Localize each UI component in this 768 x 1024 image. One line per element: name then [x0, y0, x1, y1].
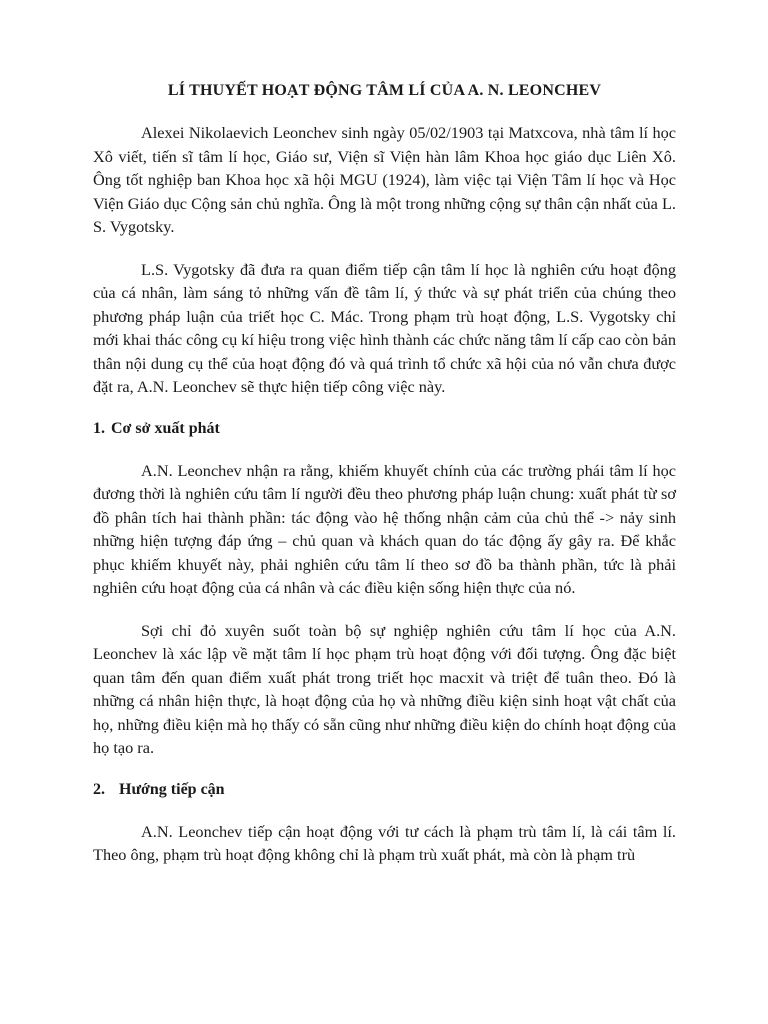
- intro-paragraph-2: L.S. Vygotsky đã đưa ra quan điểm tiếp cận tâm lí học là nghiên cứu hoạt động của cá nhân, làm sáng tỏ những vấn đề tâm lí, ý thức và sự phát triển của chúng theo phương pháp luận của triết học C. Mác. Trong phạm trù hoạt động, L.S. Vygotsky chỉ mới khai thác công cụ kí hiệu trong việc hình thành các chức năng tâm lí cấp cao còn bản thân nội dung cụ thể của hoạt động đó và quá trình tổ chức xã hội của nó vẫn chưa được đặt ra, A.N. Leonchev sẽ thực hiện tiếp công việc này.: [93, 259, 677, 396]
- section-2-title: Hướng tiếp cận: [119, 780, 225, 798]
- section-1-title: Cơ sở xuất phát: [111, 419, 220, 437]
- section-1-number: 1.: [93, 419, 105, 437]
- section-1-paragraph-1: A.N. Leonchev nhận ra rằng, khiếm khuyết chính của các trường phái tâm lí học đương thời là nghiên cứu tâm lí người đều theo phương pháp luận chung: xuất phát từ sơ đồ phân tích hai thành phần: tác động vào hệ thống nhận cảm của chủ thể -> nảy sinh những hiện tượng đáp ứng – chủ quan và khách quan do tác động ấy gây ra. Để khắc phục khiếm khuyết này, phải nghiên cứu tâm lí theo sơ đồ ba thành phần, tức là phải nghiên cứu hoạt động của cá nhân và các điều kiện sống hiện thực của nó.: [93, 460, 676, 597]
- section-2-paragraph-1: A.N. Leonchev tiếp cận hoạt động với tư cách là phạm trù tâm lí, là cái tâm lí. Theo ông, phạm trù hoạt động không chỉ là phạm trù xuất phát, mà còn là phạm trù: [93, 821, 676, 864]
- section-2-heading: [93, 779, 676, 801]
- section-1-paragraph-2: Sợi chỉ đỏ xuyên suốt toàn bộ sự nghiệp nghiên cứu tâm lí học của A.N. Leonchev là xác lập về mặt tâm lí học phạm trù hoạt động với đối tượng. Ông đặc biệt quan tâm đến quan điểm xuất phát trong triết học macxit và triệt để tuân theo. Đó là những cá nhân hiện thực, là hoạt động của họ và những điều kiện sinh hoạt vật chất của họ, những điều kiện mà họ thấy có sẵn cũng như những điều kiện do chính hoạt động của họ tạo ra.: [93, 620, 676, 757]
- section-2-number: 2.: [93, 780, 105, 798]
- section-1-heading: [93, 418, 676, 440]
- document-title: LÍ THUYẾT HOẠT ĐỘNG TÂM LÍ CỦA A. N. LEONCHEV: [167, 82, 602, 99]
- intro-paragraph-1: Alexei Nikolaevich Leonchev sinh ngày 05/02/1903 tại Matxcova, nhà tâm lí học Xô viết, tiến sĩ tâm lí học, Giáo sư, Viện sĩ Viện hàn lâm Khoa học giáo dục Liên Xô. Ông tốt nghiệp ban Khoa học xã hội MGU (1924), làm việc tại Viện Tâm lí học và Học Viện Giáo dục Cộng sản chủ nghĩa. Ông là một trong những cộng sự thân cận nhất của L. S. Vygotsky.: [93, 123, 676, 236]
